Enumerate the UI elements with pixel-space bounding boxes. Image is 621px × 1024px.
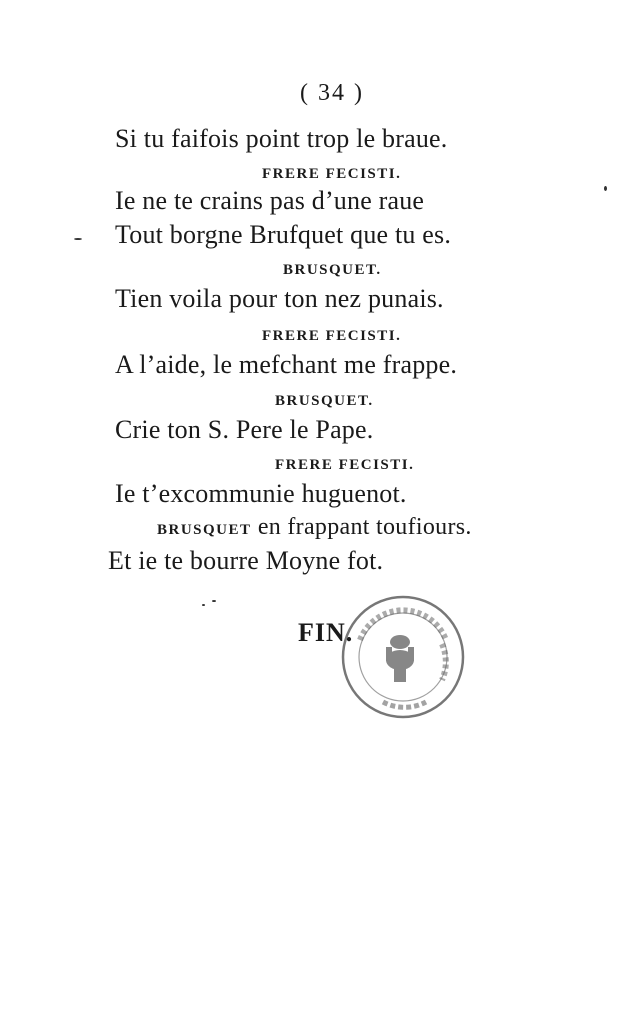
verse-line-1: Si tu faifois point trop le braue. xyxy=(115,124,448,153)
speaker-name: BRUSQUET xyxy=(157,522,252,538)
page-number: ( 34 ) xyxy=(300,80,364,106)
speaker-brusquet: BRUSQUET. xyxy=(283,262,382,278)
scan-speck xyxy=(202,604,205,606)
scan-speck xyxy=(74,238,82,240)
end-marker: FIN. xyxy=(298,618,354,647)
scan-speck xyxy=(604,186,607,191)
verse-line-6: Crie ton S. Pere le Pape. xyxy=(115,415,374,444)
scan-speck xyxy=(212,600,216,602)
stage-direction: en frappant toufiours. xyxy=(251,514,472,540)
verse-line-8: Et ie te bourre Moyne fot. xyxy=(108,546,384,575)
verse-line-4: Tien voila pour ton nez punais. xyxy=(115,284,444,313)
verse-line-7: Ie t’excommunie huguenot. xyxy=(115,479,407,508)
verse-line-3: Tout borgne Brufquet que tu es. xyxy=(115,220,452,249)
library-stamp-icon xyxy=(338,592,468,722)
speaker-brusquet: BRUSQUET. xyxy=(275,393,374,409)
speaker-frere-fecisti: FRERE FECISTI. xyxy=(262,328,402,344)
verse-line-5: A l’aide, le mefchant me frappe. xyxy=(115,350,458,379)
speaker-brusquet-direction xyxy=(157,514,472,541)
verse-line-2: Ie ne te crains pas d’une raue xyxy=(115,186,425,215)
speaker-frere-fecisti: FRERE FECISTI. xyxy=(262,166,402,182)
speaker-frere-fecisti: FRERE FECISTI. xyxy=(275,457,415,473)
